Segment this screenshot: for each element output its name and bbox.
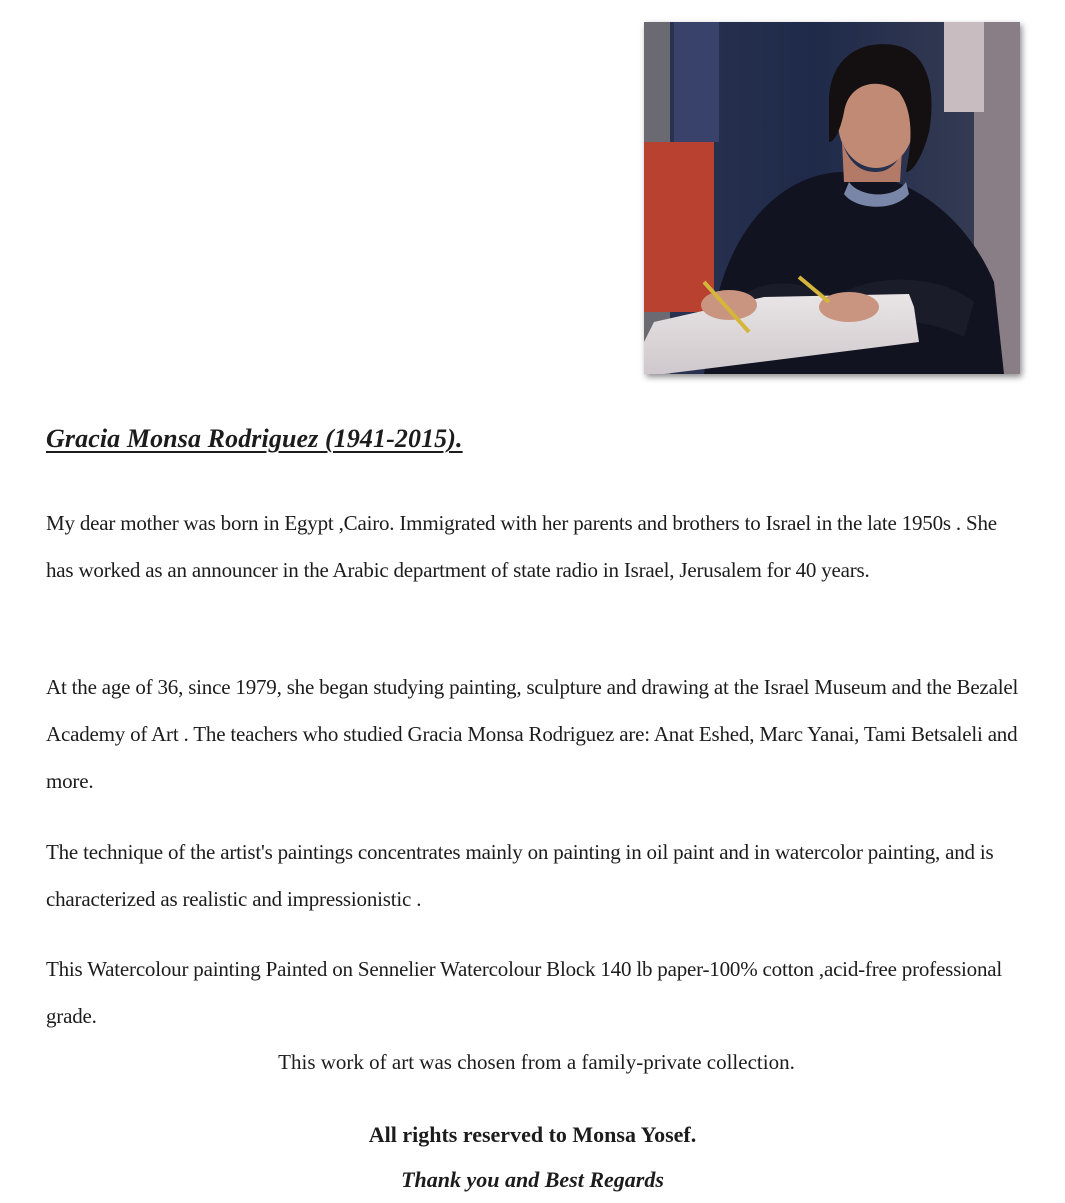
portrait-photo-image — [644, 22, 1020, 374]
biography-paragraph: My dear mother was born in Egypt ,Cairo. Immigrated with her parents and brothers to Israel in the late 1950s . She has worked as an announcer in the Arabic department of state radio in Israel, Jerusalem for 40 years. — [46, 511, 997, 582]
closing-greeting: Thank you and Best Regards — [401, 1167, 664, 1192]
technique-paragraph: The technique of the artist's paintings concentrates mainly on painting in oil paint and in watercolor painting, and is characterized as realistic and impressionistic . — [46, 840, 994, 911]
collection-note: This work of art was chosen from a family-private collection. — [278, 1050, 795, 1074]
artist-name-heading: Gracia Monsa Rodriguez (1941-2015). — [46, 424, 463, 453]
rights-notice: All rights reserved to Monsa Yosef. — [368, 1122, 697, 1147]
artist-portrait-photo — [644, 22, 1020, 374]
education-paragraph: At the age of 36, since 1979, she began studying painting, sculpture and drawing at the Israel Museum and the Bezalel Academy of Art . The teachers who studied Gracia Monsa Rodriguez are: Anat Eshed, Marc Yanai, Tami Betsaleli and more. — [46, 675, 1019, 793]
materials-paragraph: This Watercolour painting Painted on Sennelier Watercolour Block 140 lb paper-100% cotton ,acid-free professional grade. — [46, 957, 1003, 1028]
